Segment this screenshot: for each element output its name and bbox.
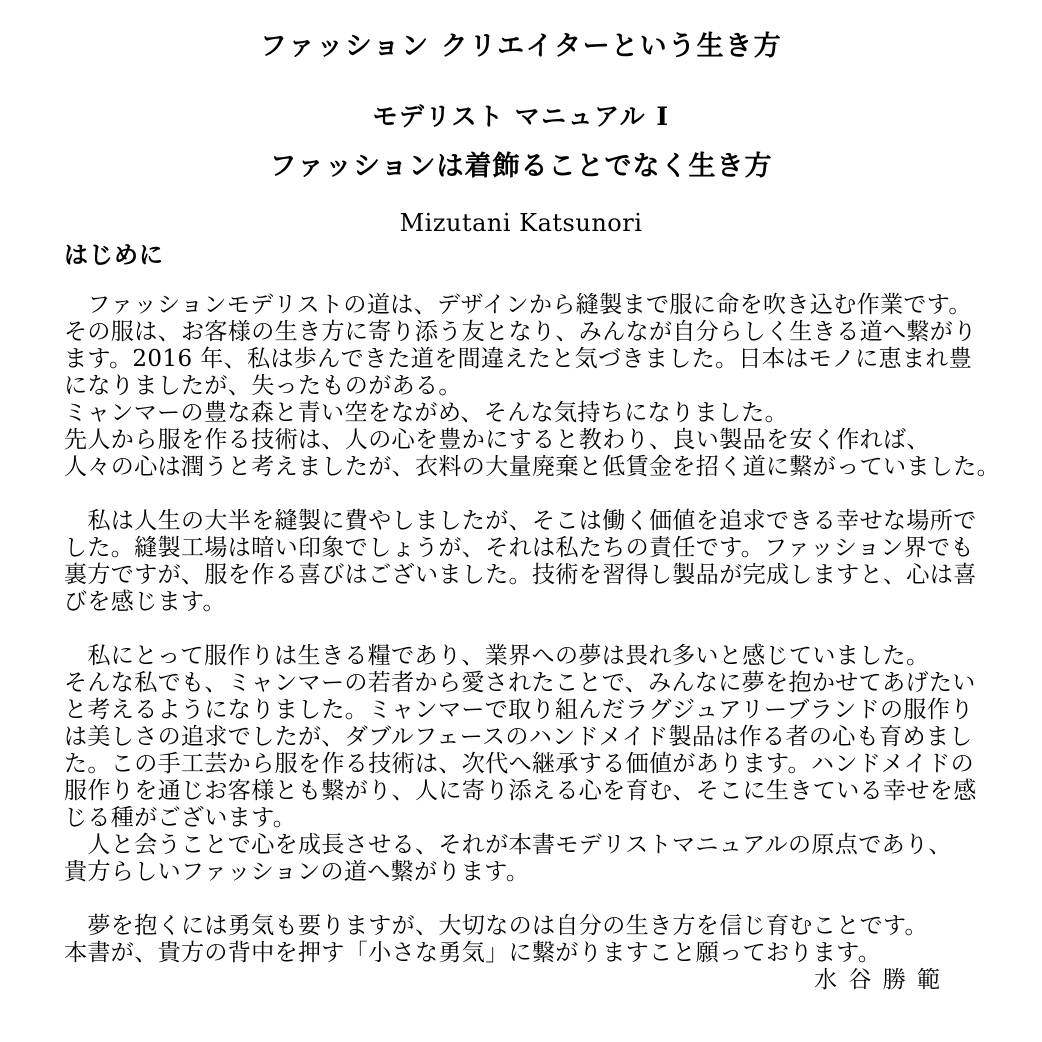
text-line: ます。2016 年、私は歩んできた道を間違えたと気づきました。日本はモノに恵まれ豊 [64,346,973,372]
paragraph-2 [64,508,992,616]
text-line: 貴方らしいファッションの道へ繋がります。 [64,859,530,885]
paragraph-4 [64,913,992,967]
text-line: そんな私でも、ミャンマーの若者から愛されたことで、みんなに夢を抱かせてあげたい [64,670,976,696]
text-line: 人と会うことで心を成長させる、それが本書モデリストマニュアルの原点であり、 [64,832,952,858]
text-line: 本書が、貴方の背中を押す「小さな勇気」に繋がりますこと願っております。 [64,940,882,966]
paragraph-3 [64,643,992,886]
text-line: びを感じます。 [64,589,226,615]
text-line: じる種がございます。 [64,805,297,831]
text-line: 先人から服を作る技術は、人の心を豊かにすると教わり、良い製品を安く作れば、 [64,427,930,453]
text-line: た。この手工芸から服を作る技術は、次代へ継承する価値があります。ハンドメイドの [64,751,975,777]
text-line: 服作りを通じお客様とも繋がり、人に寄り添える心を育む、そこに生きている幸せを感 [64,778,977,804]
author-signature: 水 谷 勝 範 [814,967,942,993]
text-line: ミャンマーの豊な森と青い空をながめ、そんな気持ちになりました。 [64,400,789,426]
text-line: した。縫製工場は暗い印象でしょうが、それは私たちの責任です。ファッション界でも [64,535,974,561]
section-heading: はじめに [64,240,164,269]
text-line: 人々の心は潤うと考えましたが、衣料の大量廃棄と低賃金を招く道に繋がっていました。 [64,454,1000,480]
text-line: その服は、お客様の生き方に寄り添う友となり、みんなが自分らしく生きる道へ繋がり [64,319,977,345]
paragraph-1 [64,292,1000,481]
text-line: になりましたが、失ったものがある。 [64,373,462,399]
text-line: 夢を抱くには勇気も要りますが、大切なのは自分の生き方を信じ育むことです。 [64,913,928,939]
text-line: は美しさの追求でしたが、ダブルフェースのハンドメイド製品は作る者の心も育めまし [64,724,973,750]
text-line: ファッションモデリストの道は、デザインから縫製まで服に命を吹き込む作業です。 [64,292,972,318]
text-line: 裏方ですが、服を作る喜びはございました。技術を習得し製品が完成しますと、心は喜 [64,562,977,588]
page-title: ファッション クリエイターという生き方 [259,31,783,62]
subtitle: モデリスト マニュアル Ⅰ [372,102,670,131]
author-name: Mizutani Katsunori [399,209,643,237]
text-line: と考えるようになりました。ミャンマーで取り組んだラグジュアリーブランドの服作り [64,697,974,723]
text-line: 私は人生の大半を縫製に費やしましたが、そこは働く価値を追求できる幸せな場所で [64,508,977,534]
body-text [0,292,1042,967]
tagline: ファッションは着飾ることでなく生き方 [269,151,773,182]
text-line: 私にとって服作りは生きる糧であり、業界への夢は畏れ多いと感じていました。 [64,643,930,669]
